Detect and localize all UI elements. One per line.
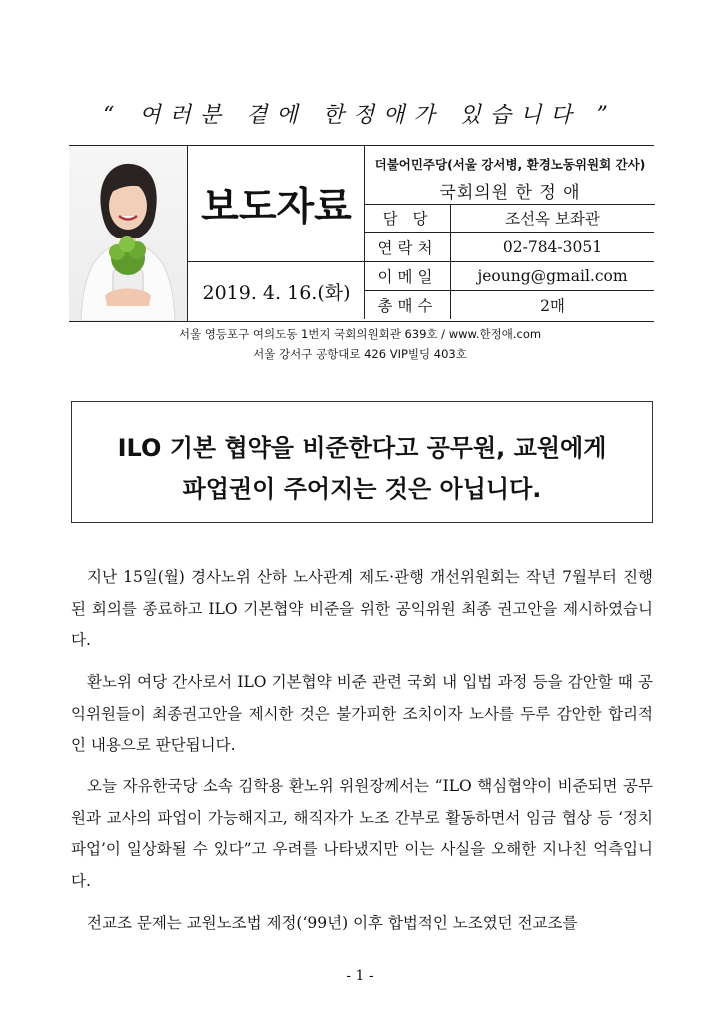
contact-row <box>365 291 655 320</box>
body-paragraph: 지난 15일(월) 경사노위 산하 노사관계 제도·관행 개선위원회는 작년 7월부터 진행된 회의를 종료하고 ILO 기본협약 비준을 위한 공익위원 최종 권고안을 제시하였습니다. <box>71 568 653 649</box>
contact-key: 담 당 <box>365 204 451 233</box>
headline-line-2: 파업권이 주어지는 것은 아닙니다. <box>182 475 542 503</box>
headline-box <box>71 401 653 523</box>
member-photo <box>69 146 187 321</box>
contact-email[interactable]: jeoung@gmail.com <box>451 262 655 291</box>
address-line-2: 서울 강서구 공항대로 426 VIP빌딩 403호 <box>253 347 467 361</box>
contact-row <box>365 204 655 233</box>
contact-key: 총매수 <box>365 291 451 320</box>
slogan: “ 여러분 곁에 한정애가 있습니다 ” <box>103 103 617 128</box>
body-paragraph: 전교조 문제는 교원노조법 제정(‘99년) 이후 합법적인 노조였던 전교조를 <box>87 914 578 932</box>
contact-row <box>365 233 655 262</box>
portrait-illustration <box>69 146 187 321</box>
member-info <box>364 146 655 205</box>
body-paragraph: 환노위 여당 간사로서 ILO 기본협약 비준 관련 국회 내 입법 과정 등을 감안할 때 공익위원들이 최종권고안을 제시한 것은 불가피한 조치이자 노사를 두루 감안한 합리적인 내용으로 판단됩니다. <box>71 673 653 754</box>
contact-value: 2매 <box>540 297 565 315</box>
headline-line-1: ILO 기본 협약을 비준한다고 공무원, 교원에게 <box>117 434 607 462</box>
party-affiliation: 더불어민주당(서울 강서병, 환경노동위원회 간사) <box>374 157 646 172</box>
contact-row <box>365 262 655 291</box>
page-number: - 1 - <box>346 968 374 984</box>
release-date: 2019. 4. 16.(화) <box>187 261 365 321</box>
address-line-1: 서울 영등포구 여의도동 1번지 국회의원회관 639호 / www.한정애.com <box>178 327 542 341</box>
body-paragraph: 오늘 자유한국당 소속 김학용 환노위 위원장께서는 “ILO 핵심협약이 비준되면 공무원과 교사의 파업이 가능해지고, 해직자가 노조 간부로 활동하면서 임금 협상 등 ‘정치 파업’이 일상화될 수 있다”고 우려를 나타냈지만 이는 사실을 오해한 지나친 억측입니다. <box>71 777 653 890</box>
contact-value: 조선옥 보좌관 <box>451 204 655 233</box>
press-release-header <box>69 145 654 322</box>
press-release-title: 보도자료 <box>187 146 365 262</box>
member-name: 국회의원 한 정 애 <box>439 183 581 203</box>
contact-table <box>364 204 654 319</box>
contact-value: 02-784-3051 <box>451 233 655 262</box>
contact-key: 연락처 <box>365 233 451 262</box>
contact-key: 이메일 <box>365 262 451 291</box>
